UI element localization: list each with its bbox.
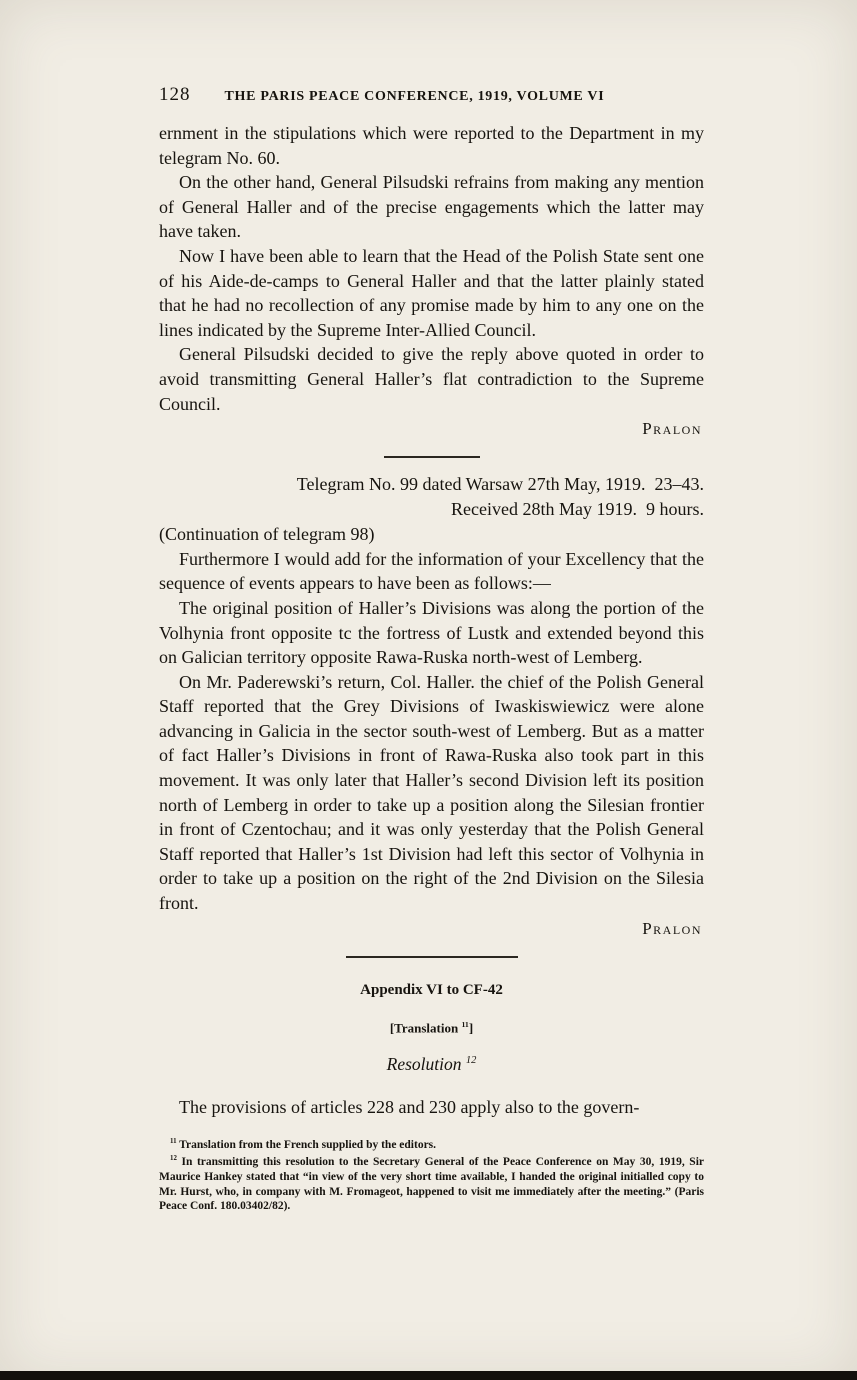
paragraph: Furthermore I would add for the information of your Excellency that the sequence of events appears to have been as follows:— — [159, 548, 704, 594]
telegram-heading — [159, 472, 704, 522]
footnote-text: In transmitting this resolution to the Secretary General of the Peace Conference on May 30, 1919, Sir Maurice Hankey stated that “in view of the very short time available, I handed the original initialled copy to Mr. Hurst, who, in company with M. Fromageot, happened to visit me immediately after the meeting.” (Paris Peace Conf. 180.03402/82). — [159, 1156, 704, 1213]
paragraph: ernment in the stipulations which were reported to the Department in my telegram No. 60. — [159, 123, 704, 168]
resolution-footnote-marker: 12 — [465, 1055, 477, 1067]
footnote-marker: 11 — [170, 1137, 177, 1145]
telegram-heading-line: Telegram No. 99 dated Warsaw 27th May, 1919. 23–43. — [296, 474, 704, 495]
text-block — [159, 84, 704, 1214]
footnote-marker: 12 — [170, 1155, 177, 1163]
footnote — [159, 1152, 704, 1214]
translation-suffix: ] — [468, 1019, 474, 1035]
footnote-text: Translation from the French supplied by the editors. — [176, 1138, 437, 1151]
paragraph: Now I have been able to learn that the Head of the Polish State sent one of his Aide-de-camps to General Haller and that the latter plainly stated that he had no recollection of any promise made by him to any one on the lines indicated by the Supreme Inter-Allied Council. — [159, 245, 704, 340]
resolution-word: Resolution — [386, 1053, 466, 1074]
paragraph: On the other hand, General Pilsudski refrains from making any mention of General Haller and of the precise engagements which the latter may have taken. — [159, 172, 704, 242]
paragraph: General Pilsudski decided to give the reply above quoted in order to avoid transmitting General Haller’s flat contradiction to the Supreme Council. — [159, 344, 704, 414]
paragraph: On Mr. Paderewski’s return, Col. Haller. the chief of the Polish General Staff reported that the Grey Divisions of Iwaskiswiewicz were alone advancing in Galicia in the sector south-west of Lemberg. But as a matter of fact Haller’s Divisions in front of Rawa-Ruska also took part in this movement. It was only later that Haller’s second Division left its position north of Lemberg in order to take up a position along the Silesian frontier in front of Czentochau; and it was only yesterday that the Polish General Staff reported that Haller’s 1st Division had left this sector of Volhynia in order to take up a position on the right of the 2nd Division on the Silesia front. — [159, 671, 704, 914]
translation-footnote-marker: 11 — [461, 1019, 469, 1029]
resolution-heading — [159, 1054, 704, 1075]
telegram-heading-line: Received 28th May 1919. 9 hours. — [451, 499, 704, 520]
scan-edge-bar — [0, 1371, 857, 1380]
paragraph: The original position of Haller’s Divisions was along the portion of the Volhynia front opposite tc the fortress of Lustk and extended beyond this on Galician territory opposite Rawa-Ruska north-west of Lemberg. — [159, 597, 704, 668]
appendix-opening-line: The provisions of articles 228 and 230 apply also to the govern- — [179, 1096, 640, 1117]
separator-rule — [384, 456, 480, 458]
page-number: 128 — [159, 84, 191, 105]
translation-prefix: [Translation — [389, 1019, 462, 1035]
appendix-section — [159, 982, 704, 1075]
running-header — [159, 84, 704, 106]
appendix-title: Appendix VI to CF-42 — [360, 981, 503, 998]
signature-pralon: Pralon — [642, 918, 702, 938]
translation-label — [159, 1020, 704, 1036]
footnote — [159, 1135, 704, 1153]
continuation-note: (Continuation of telegram 98) — [159, 524, 375, 545]
footnotes-section — [159, 1135, 704, 1215]
running-title: THE PARIS PEACE CONFERENCE, 1919, VOLUME VI — [224, 89, 605, 104]
separator-rule — [346, 956, 518, 958]
signature-pralon: Pralon — [642, 419, 702, 439]
